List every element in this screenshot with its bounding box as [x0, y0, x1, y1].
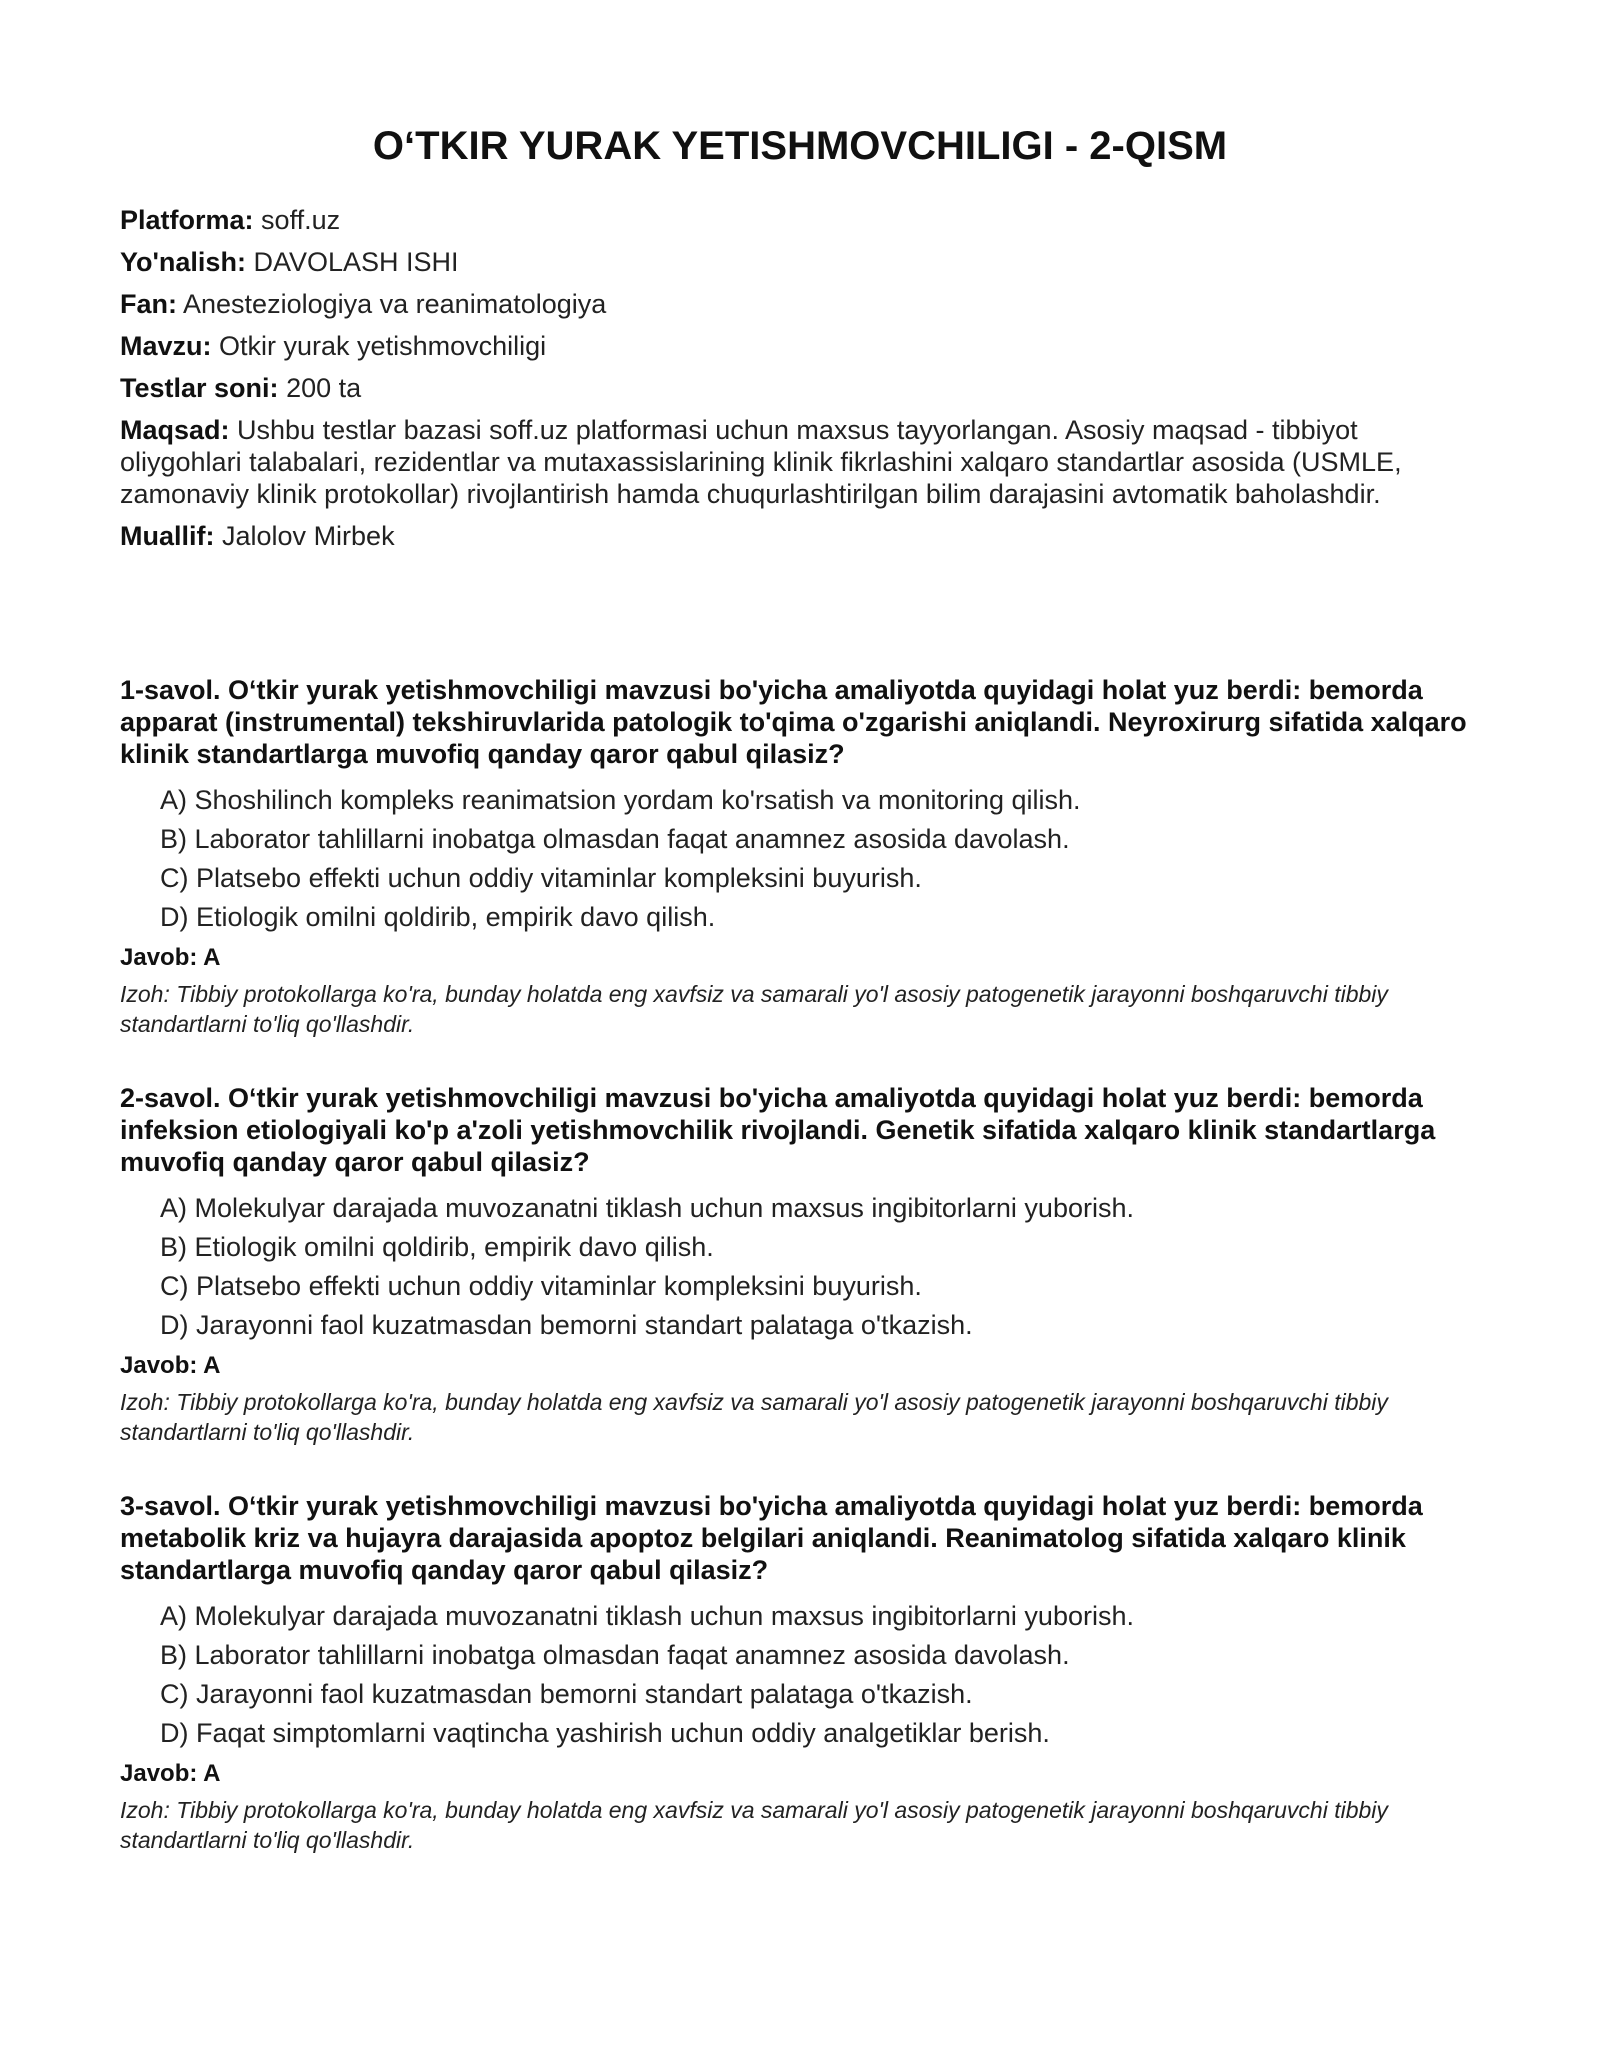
option-list: [120, 1192, 1480, 1341]
meta-value: 200 ta: [286, 373, 362, 403]
meta-muallif: [120, 520, 1480, 552]
question-block-2: [120, 1082, 1480, 1447]
explanation-text: Izoh: Tibbiy protokollarga ko'ra, bunday holatda eng xavfsiz va samarali yo'l asosiy patogenetik jarayonni boshqaruvchi tibbiy standartlarni to'liq qo'llashdir.: [120, 981, 1388, 1037]
meta-platforma: [120, 204, 1480, 236]
meta-testlar-soni: [120, 372, 1480, 404]
meta-value: Anesteziologiya va reanimatologiya: [183, 289, 607, 319]
meta-yonalish: [120, 246, 1480, 278]
option-c: C) Platsebo effekti uchun oddiy vitaminlar kompleksini buyurish.: [160, 1271, 922, 1301]
meta-mavzu: [120, 330, 1480, 362]
document-meta: [120, 204, 1480, 562]
meta-value: soff.uz: [261, 205, 341, 235]
option-b: B) Laborator tahlillarni inobatga olmasdan faqat anamnez asosida davolash.: [160, 824, 1070, 854]
option-c: C) Platsebo effekti uchun oddiy vitaminlar kompleksini buyurish.: [160, 863, 922, 893]
question-block-3: [120, 1490, 1480, 1855]
option-d: D) Etiologik omilni qoldirib, empirik davo qilish.: [160, 902, 716, 932]
meta-key: Yo'nalish:: [120, 247, 246, 277]
option-a: A) Molekulyar darajada muvozanatni tiklash uchun maxsus ingibitorlarni yuborish.: [160, 1601, 1134, 1631]
answer-label: Javob: A: [120, 1352, 221, 1379]
answer-label: Javob: A: [120, 944, 221, 971]
explanation-text: Izoh: Tibbiy protokollarga ko'ra, bunday holatda eng xavfsiz va samarali yo'l asosiy patogenetik jarayonni boshqaruvchi tibbiy standartlarni to'liq qo'llashdir.: [120, 1389, 1388, 1445]
document-title: O‘TKIR YURAK YETISHMOVCHILIGI - 2-QISM: [372, 124, 1228, 168]
meta-key: Platforma:: [120, 205, 254, 235]
option-b: B) Laborator tahlillarni inobatga olmasdan faqat anamnez asosida davolash.: [160, 1640, 1070, 1670]
question-block-1: [120, 674, 1480, 1039]
question-text: 3-savol. O‘tkir yurak yetishmovchiligi mavzusi bo'yicha amaliyotda quyidagi holat yuz berdi: bemorda metabolik kriz va hujayra darajasida apoptoz belgilari aniqlandi. Reanimatolog sifatida xalqaro klinik standartlarga muvofiq qanday qaror qabul qilasiz?: [120, 1491, 1423, 1585]
meta-key: Fan:: [120, 289, 177, 319]
meta-key: Maqsad:: [120, 415, 230, 445]
option-list: [120, 784, 1480, 933]
meta-value: Jalolov Mirbek: [222, 521, 395, 551]
meta-key: Testlar soni:: [120, 373, 279, 403]
meta-maqsad: [120, 414, 1480, 510]
meta-fan: [120, 288, 1480, 320]
answer-label: Javob: A: [120, 1760, 221, 1787]
option-a: A) Molekulyar darajada muvozanatni tiklash uchun maxsus ingibitorlarni yuborish.: [160, 1193, 1134, 1223]
meta-value: DAVOLASH ISHI: [253, 247, 459, 277]
meta-value: Otkir yurak yetishmovchiligi: [219, 331, 547, 361]
meta-value: Ushbu testlar bazasi soff.uz platformasi uchun maxsus tayyorlangan. Asosiy maqsad - tibbiyot oliygohlari talabalari, rezidentlar va mutaxassislarining klinik fikrlashini xalqaro standartlar asosida (USMLE, zamonaviy klinik protokollar) rivojlantirish hamda chuqurlashtirilgan bilim darajasini avtomatik baholashdir.: [120, 415, 1402, 509]
option-b: B) Etiologik omilni qoldirib, empirik davo qilish.: [160, 1232, 714, 1262]
option-d: D) Jarayonni faol kuzatmasdan bemorni standart palataga o'tkazish.: [160, 1310, 973, 1340]
question-text: 1-savol. O‘tkir yurak yetishmovchiligi mavzusi bo'yicha amaliyotda quyidagi holat yuz berdi: bemorda apparat (instrumental) tekshiruvlarida patologik to'qima o'zgarishi aniqlandi. Neyroxirurg sifatida xalqaro klinik standartlarga muvofiq qanday qaror qabul qilasiz?: [120, 675, 1467, 769]
explanation-text: Izoh: Tibbiy protokollarga ko'ra, bunday holatda eng xavfsiz va samarali yo'l asosiy patogenetik jarayonni boshqaruvchi tibbiy standartlarni to'liq qo'llashdir.: [120, 1797, 1388, 1853]
meta-key: Muallif:: [120, 521, 215, 551]
option-list: [120, 1600, 1480, 1749]
option-d: D) Faqat simptomlarni vaqtincha yashirish uchun oddiy analgetiklar berish.: [160, 1718, 1050, 1748]
option-c: C) Jarayonni faol kuzatmasdan bemorni standart palataga o'tkazish.: [160, 1679, 973, 1709]
meta-key: Mavzu:: [120, 331, 212, 361]
question-text: 2-savol. O‘tkir yurak yetishmovchiligi mavzusi bo'yicha amaliyotda quyidagi holat yuz berdi: bemorda infeksion etiologiyali ko'p a'zoli yetishmovchilik rivojlandi. Genetik sifatida xalqaro klinik standartlarga muvofiq qanday qaror qabul qilasiz?: [120, 1083, 1436, 1177]
option-a: A) Shoshilinch kompleks reanimatsion yordam ko'rsatish va monitoring qilish.: [160, 785, 1081, 815]
